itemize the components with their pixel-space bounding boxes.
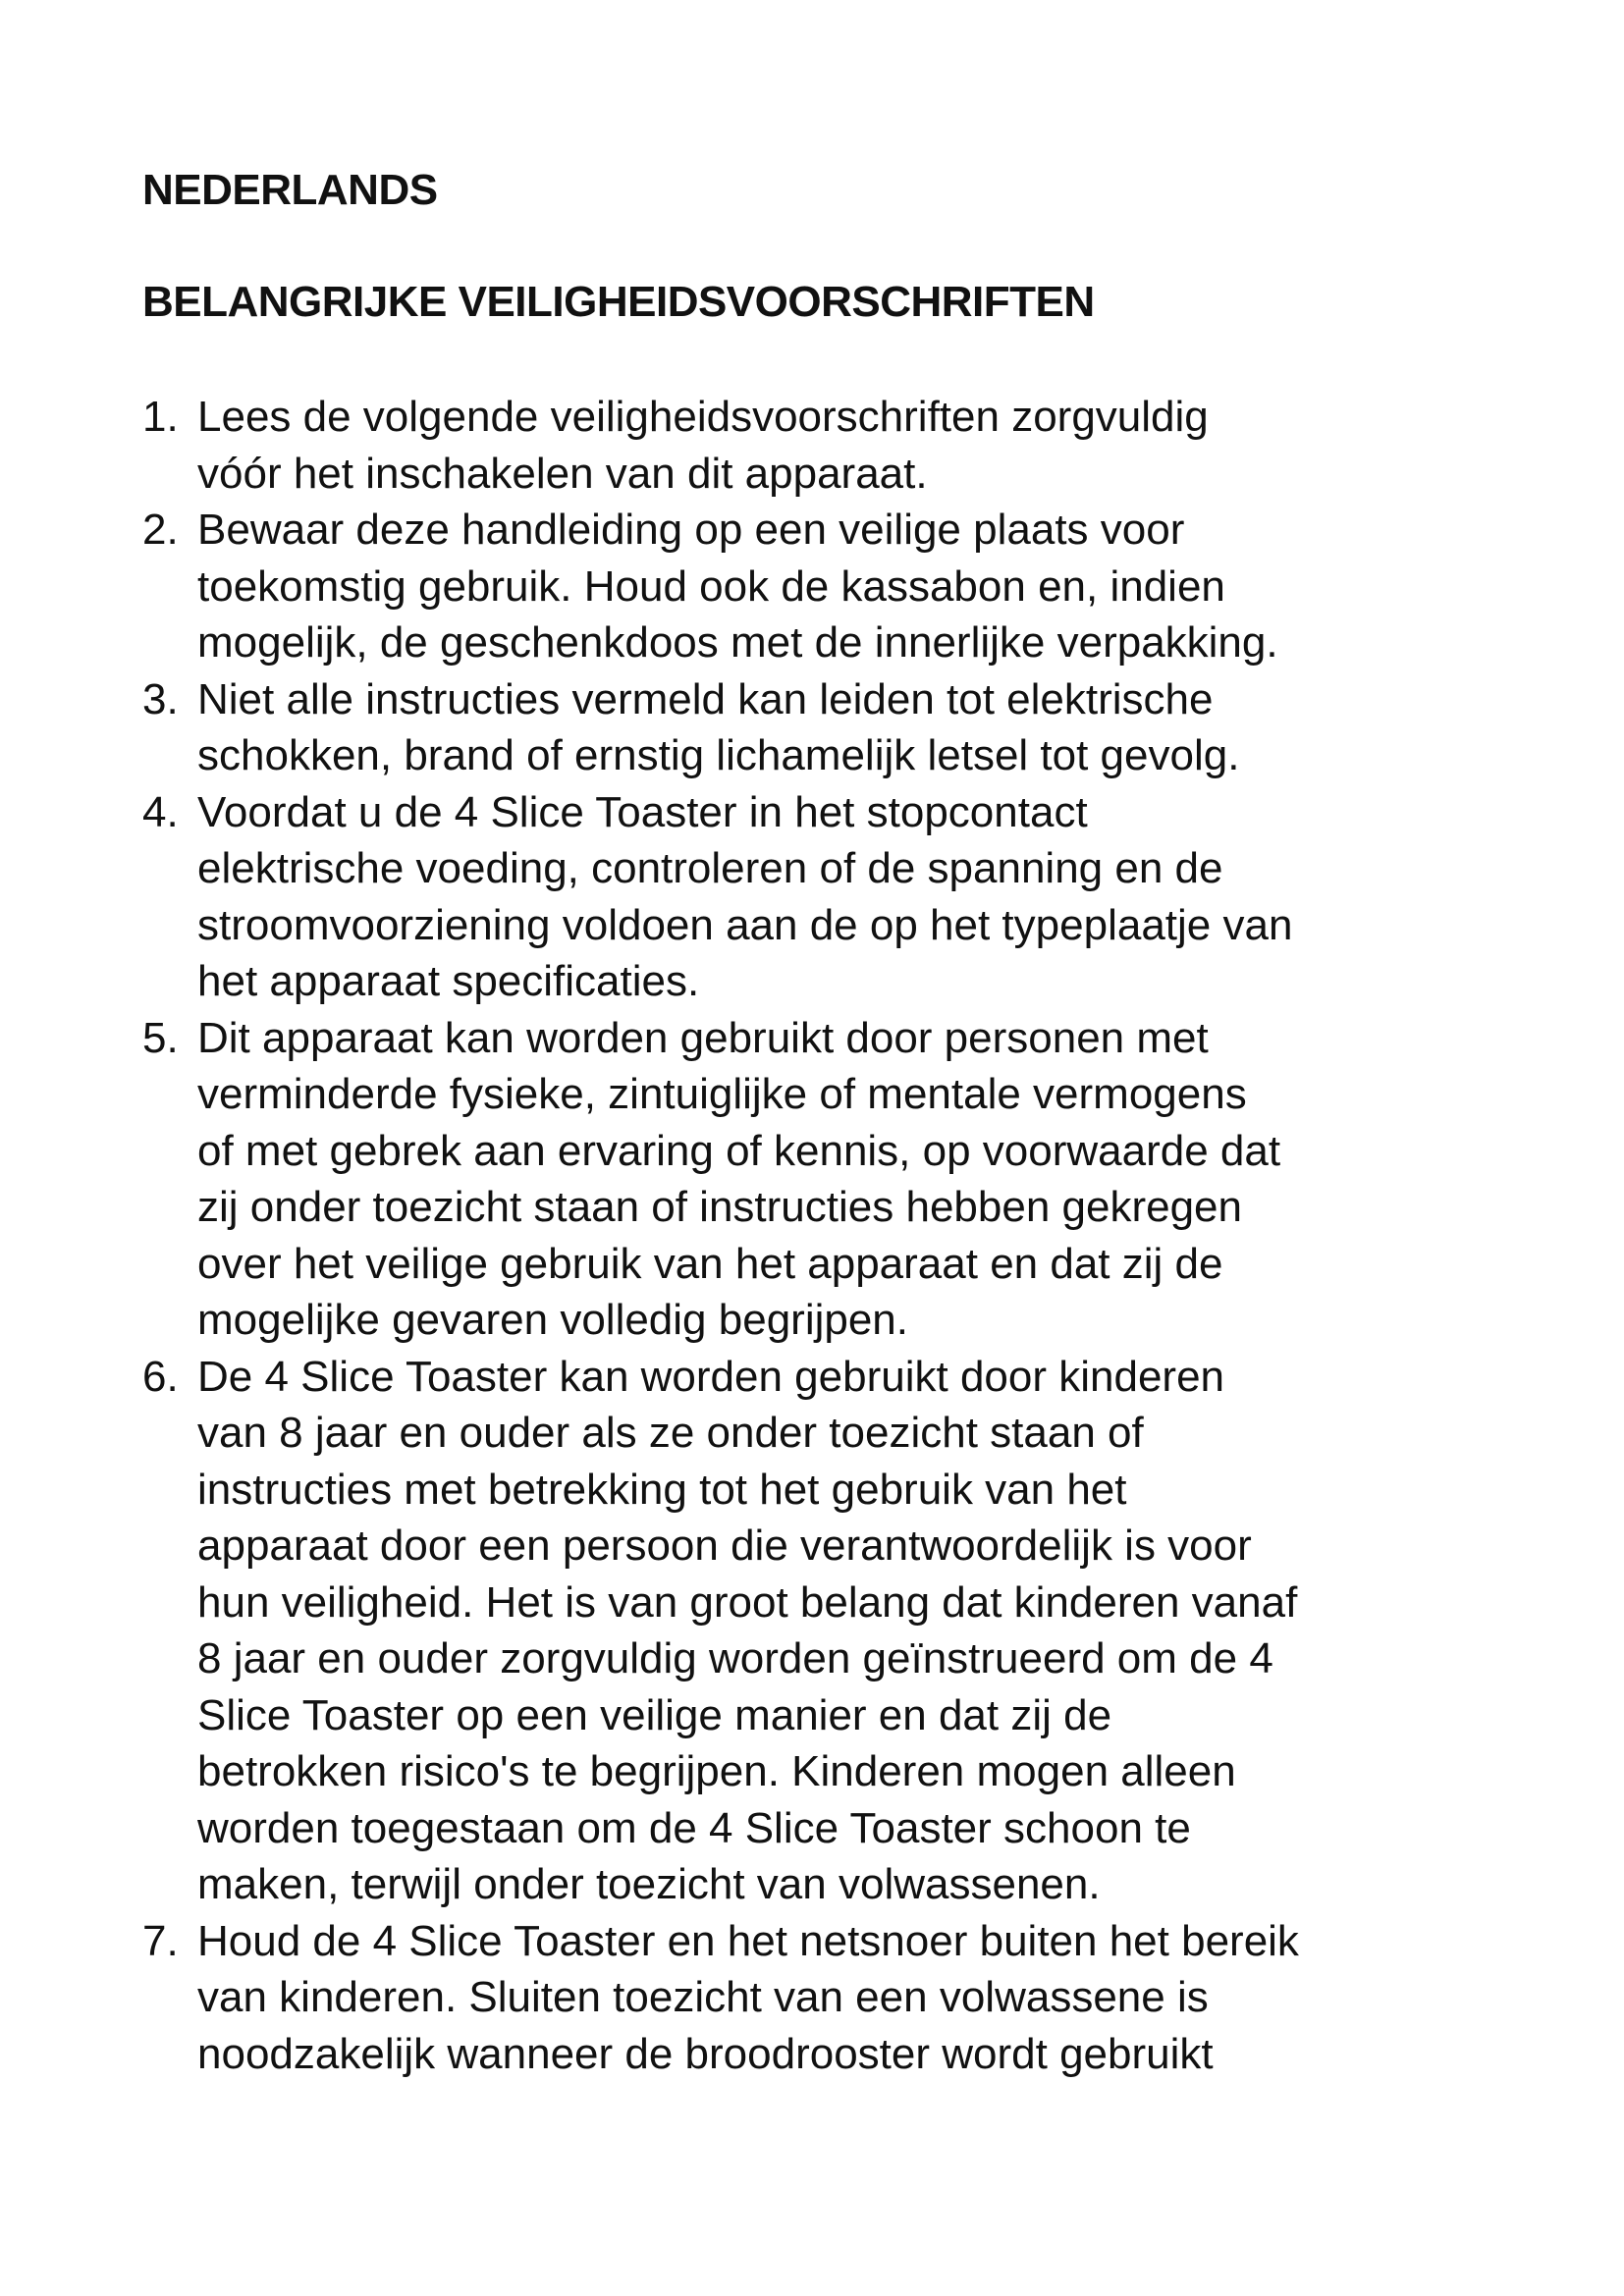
- safety-item: [142, 389, 1517, 502]
- item-text-line: worden toegestaan om de 4 Slice Toaster schoon te: [197, 1803, 1191, 1852]
- item-number: 3.: [142, 674, 179, 723]
- item-text-line: Bewaar deze handleiding op een veilige plaats voor: [197, 506, 1185, 554]
- item-number: 1.: [142, 393, 179, 441]
- item-text-line: mogelijke gevaren volledig begrijpen.: [197, 1296, 909, 1344]
- safety-item: [142, 1349, 1517, 1913]
- item-text-line: Voordat u de 4 Slice Toaster in het stopcontact: [197, 787, 1088, 836]
- item-text-line: over het veilige gebruik van het apparaat en dat zij de: [197, 1239, 1223, 1288]
- item-text-line: elektrische voeding, controleren of de spanning en de: [197, 844, 1223, 892]
- item-text: [197, 502, 1278, 671]
- item-text-line: mogelijk, de geschenkdoos met de innerlijke verpakking.: [197, 618, 1278, 667]
- item-text-line: toekomstig gebruik. Houd ook de kassabon en, indien: [197, 561, 1225, 611]
- item-text-line: het apparaat specificaties.: [197, 957, 700, 1005]
- item-text-line: Lees de volgende veiligheidsvoorschriften zorgvuldig: [197, 393, 1209, 441]
- item-text-line: stroomvoorziening voldoen aan de op het typeplaatje van: [197, 900, 1293, 949]
- safety-instructions-list: [142, 389, 1517, 2082]
- item-number: 5.: [142, 1013, 179, 1062]
- item-text-line: 8 jaar en ouder zorgvuldig worden geïnstrueerd om de 4: [197, 1634, 1273, 1682]
- item-number: 2.: [142, 506, 179, 554]
- item-text-line: hun veiligheid. Het is van groot belang dat kinderen vanaf: [197, 1577, 1298, 1627]
- item-text-line: betrokken risico's te begrijpen. Kinderen mogen alleen: [197, 1747, 1236, 1795]
- item-text-line: Houd de 4 Slice Toaster en het netsnoer buiten het bereik: [197, 1916, 1299, 1965]
- item-text: [197, 389, 1209, 502]
- item-text-line: van kinderen. Sluiten toezicht van een volwassene is: [197, 1973, 1209, 2021]
- item-text-line: Slice Toaster op een veilige manier en dat zij de: [197, 1690, 1112, 1739]
- item-text-line: of met gebrek aan ervaring of kennis, op voorwaarde dat: [197, 1126, 1281, 1175]
- safety-item: [142, 502, 1517, 671]
- item-text-line: apparaat door een persoon die verantwoordelijk is voor: [197, 1522, 1252, 1570]
- language-heading: NEDERLANDS: [142, 166, 438, 214]
- item-text-line: Niet alle instructies vermeld kan leiden tot elektrische: [197, 674, 1214, 723]
- item-text-line: noodzakelijk wanneer de broodrooster wordt gebruikt: [197, 2029, 1214, 2078]
- item-text: [197, 1913, 1299, 2083]
- safety-item: [142, 1913, 1517, 2083]
- item-text-line: instructies met betrekking tot het gebruik van het: [197, 1465, 1127, 1514]
- section-title: BELANGRIJKE VEILIGHEIDSVOORSCHRIFTEN: [142, 278, 1095, 326]
- safety-item: [142, 1010, 1517, 1349]
- item-text-line: zij onder toezicht staan of instructies hebben gekregen: [197, 1183, 1242, 1231]
- item-text: [197, 1010, 1280, 1349]
- item-text-line: maken, terwijl onder toezicht van volwassenen.: [197, 1860, 1101, 1908]
- item-number: 4.: [142, 787, 179, 836]
- item-text-line: schokken, brand of ernstig lichamelijk letsel tot gevolg.: [197, 731, 1240, 779]
- safety-item: [142, 784, 1517, 1010]
- item-text-line: De 4 Slice Toaster kan worden gebruikt door kinderen: [197, 1352, 1225, 1401]
- item-text-line: van 8 jaar en ouder als ze onder toezicht staan of: [197, 1409, 1144, 1457]
- safety-item: [142, 671, 1517, 784]
- item-text-line: verminderde fysieke, zintuiglijke of mentale vermogens: [197, 1070, 1247, 1118]
- item-text: [197, 671, 1239, 784]
- item-text: [197, 784, 1292, 1010]
- item-number: 7.: [142, 1916, 179, 1965]
- item-number: 6.: [142, 1352, 179, 1401]
- item-text-line: Dit apparaat kan worden gebruikt door personen met: [197, 1013, 1209, 1062]
- item-text-line: vóór het inschakelen van dit apparaat.: [197, 449, 928, 498]
- item-text: [197, 1349, 1297, 1913]
